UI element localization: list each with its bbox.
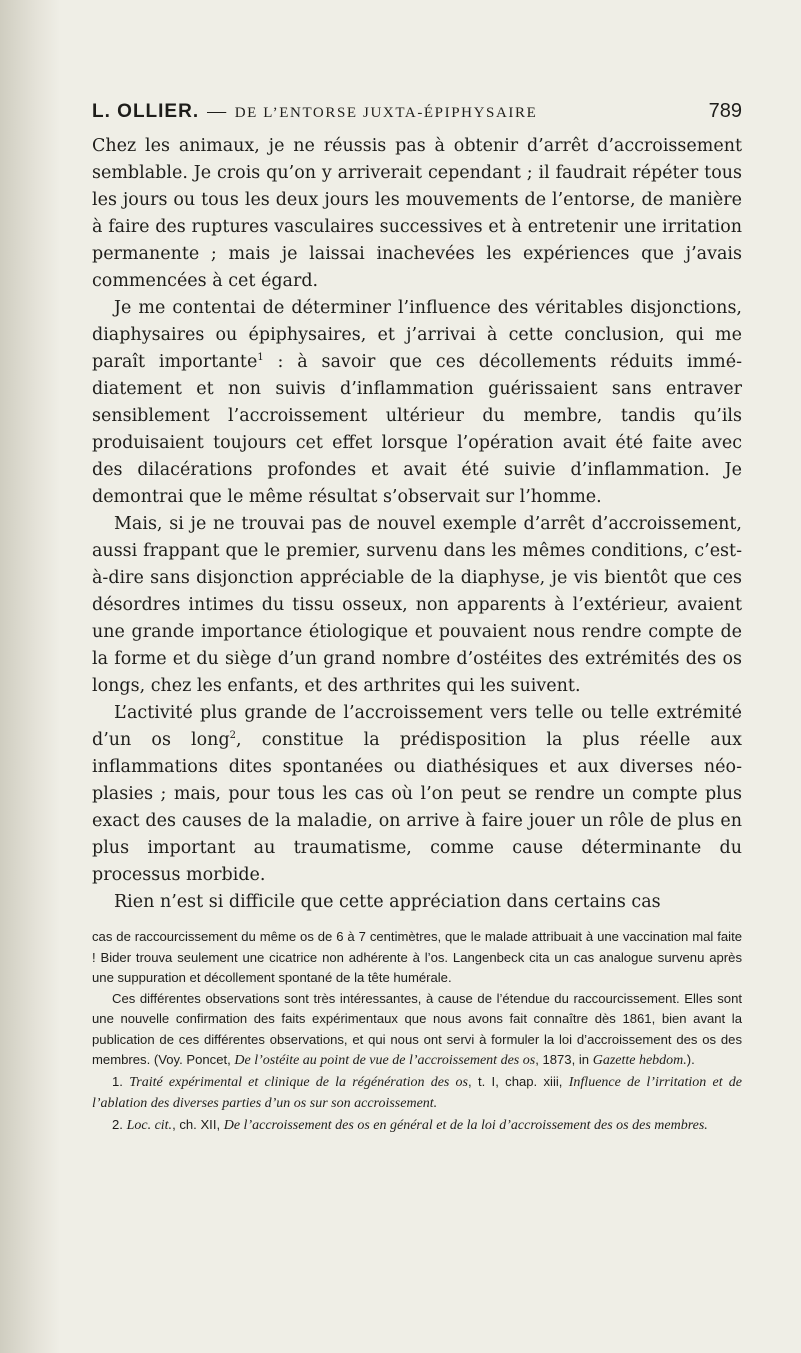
paragraph-1: Chez les animaux, je ne réussis pas à obtenir d’arrêt d’accroissement semblable. Je crois qu’on y arriverait cependant ; il faudrait répéter tous les jours ou tous les deux jours les mouvements de l’entorse, de manière à faire des ruptures vasculaires successives et à entretenir une irritation permanente ; mais je laissai inachevées les expériences que j’avais commencées à cet égard. <box>92 136 742 291</box>
footnote-citation-title: Traité expérimental et clinique de la régénération des os <box>129 1074 468 1090</box>
book-page <box>92 100 742 1136</box>
paragraph-5: Rien n’est si difficile que cette appréciation dans certains cas <box>114 892 661 912</box>
paragraph-4 <box>92 700 742 889</box>
page-number: 789 <box>708 100 742 122</box>
paragraph-4-part-b: , constitue la prédisposition la plus réelle aux inflammations dites spontanées ou diathésiques et aux diverses néoplasies ; mais, pour tous les cas où l’on peut se rendre un compte plus exact des causes de la maladie, on arrive à faire jouer un rôle de plus en plus important au traumatisme, comme cause déterminante du processus morbide. <box>92 730 742 885</box>
paragraph-2 <box>92 295 742 511</box>
footnote-ref-2: 2 <box>229 730 237 742</box>
footnote-citation-loc: Loc. cit. <box>126 1117 173 1133</box>
footnote-number: 2. <box>112 1116 123 1132</box>
footnote-text: ). <box>686 1052 695 1067</box>
footnote-text: , 1873, in <box>535 1052 593 1067</box>
footnote-number: 1. <box>112 1073 123 1089</box>
paragraph-2-part-b: : à savoir que ces décollements réduits immédiatement et non suivis d’inflammation guérissaient sans entraver sensiblement l’accroissement ultérieur du membre, tandis qu’ils produisaient toujours cet effet lorsque l’opération avait été faite avec des dilacérations profondes et avait été suivie d’inflammation. Je demontrai que le même résultat s’observait sur l’homme. <box>92 352 742 507</box>
paragraph-4-part-a: L’activité plus grande de l’accroissement vers telle ou telle extrémité d’un os long <box>92 703 742 750</box>
footnote-citation-title: De l’ostéite au point de vue de l’accroissement des os <box>234 1053 536 1068</box>
running-head-dash: — <box>207 101 227 122</box>
footnote-citation-chapter: Influence de l’irritation et de l’ablation des diverses parties d’un os sur son accroissement. <box>92 1074 742 1111</box>
paragraph-3: Mais, si je ne trouvai pas de nouvel exemple d’arrêt d’accroissement, aussi frappant que le premier, survenu dans les mêmes conditions, c’est-à-dire sans disjonction appréciable de la diaphyse, je vis bientôt que ces désordres intimes du tissu osseux, non apparents à l’extérieur, avaient une grande importance étiologique et pouvaient nous rendre compte de la forme et du siège d’un grand nombre d’ostéites des extrémités des os longs, chez les enfants, et des arthrites qui les suivent. <box>92 514 742 696</box>
footnote-1 <box>92 1072 742 1115</box>
running-head <box>92 100 742 123</box>
running-head-author: L. OLLIER. <box>92 101 200 122</box>
footnote-text: Ces différentes observations sont très intéressantes, à cause de l’étendue du raccourcissement. Elles sont une nouvelle confirmation des faits expérimentaux que nous avons fait connaître dès 1861, bien avant la publication de ces différentes observations, et qui nous ont servi à formuler la loi d’accroissement des os des membres. (Voy. Poncet, <box>92 990 742 1067</box>
footnote-text: , t. I, chap. xiii, <box>468 1073 569 1089</box>
footnote-continued: cas de raccourcissement du même os de 6 à 7 centimètres, que le malade attribuait à une vaccination mal faite ! Bider trouva seulement une cicatrice non adhérente à l’os. Langenbeck cita un cas analogue survenu après une suppuration et décollement spontané de la tête humérale. <box>92 929 742 985</box>
body-text <box>92 133 742 916</box>
footnotes <box>92 927 742 1136</box>
page-gutter-shadow <box>0 0 60 1353</box>
footnote-citation-chapter: De l’accroissement des os en général et de la loi d’accroissement des os des membres. <box>223 1117 708 1133</box>
paragraph-2-part-a: Je me contentai de déterminer l’influence des véritables disjonctions, diaphysaires ou épiphysaires, et j’arrivai à cette conclusion, qui me paraît importante <box>92 298 742 372</box>
footnote-citation-journal: Gazette hebdom. <box>592 1053 687 1068</box>
footnote-2 <box>92 1115 742 1137</box>
footnote-text: , ch. XII, <box>172 1116 224 1132</box>
footnote-continued-second <box>92 989 742 1072</box>
running-head-title: DE L’ENTORSE JUXTA-ÉPIPHYSAIRE <box>234 105 538 121</box>
footnote-ref-1: 1 <box>257 352 264 364</box>
